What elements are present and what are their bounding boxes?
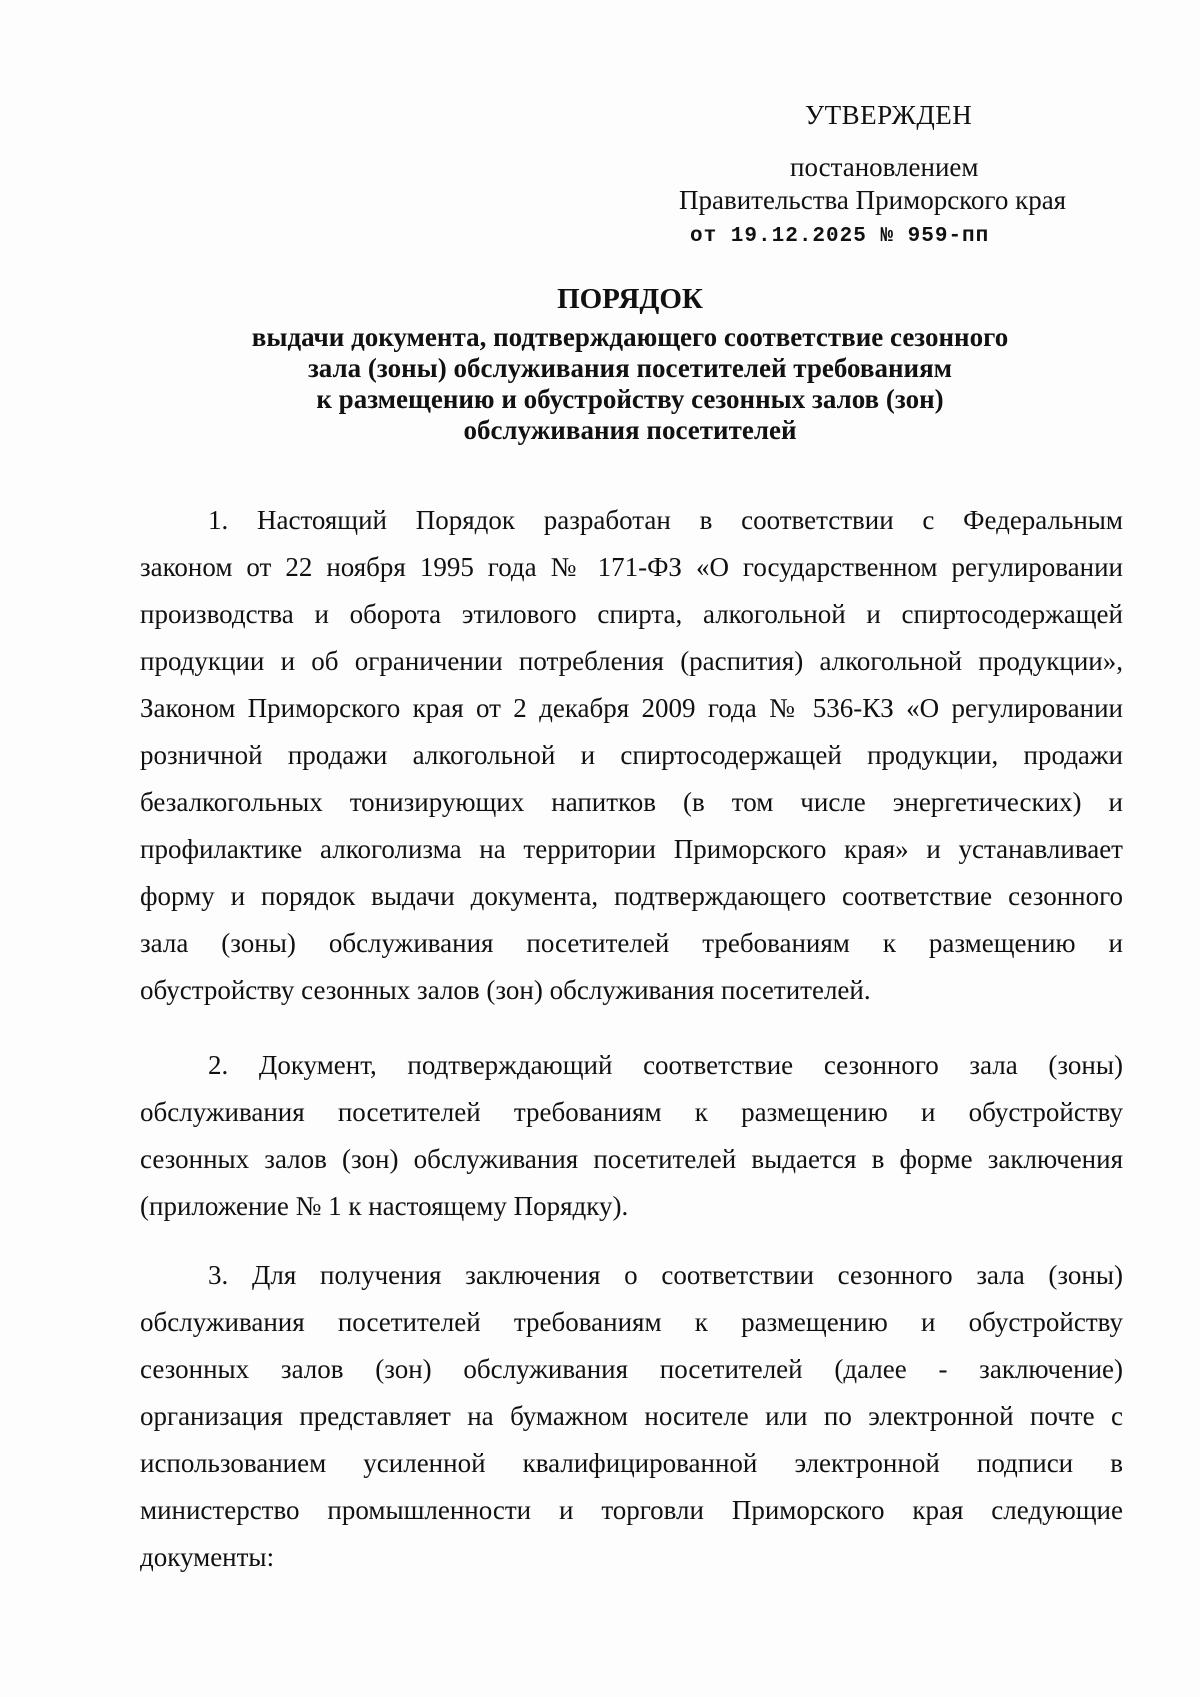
document-title: ПОРЯДОК bbox=[557, 283, 703, 315]
text-line: сезонных залов (зон) обслуживания посетителей (далее - заключение) bbox=[140, 1354, 1123, 1384]
text-line: законом от 22 ноября 1995 года № 171-ФЗ «О государственном регулировании bbox=[140, 552, 1123, 582]
paragraph-2 bbox=[140, 1042, 1123, 1230]
text-line: зала (зоны) обслуживания посетителей требованиям к размещению и bbox=[140, 928, 1123, 958]
text-line: безалкогольных тонизирующих напитков (в том числе энергетических) и bbox=[140, 787, 1123, 817]
text-line: 2. Документ, подтверждающий соответствие сезонного зала (зоны) bbox=[208, 1050, 1123, 1080]
subtitle-line: обслуживания посетителей bbox=[463, 415, 797, 445]
text-line: продукции и об ограничении потребления (распития) алкогольной продукции», bbox=[140, 646, 1123, 676]
text-line: документы: bbox=[140, 1542, 275, 1572]
document-subtitle bbox=[0, 322, 1200, 446]
subtitle-line: выдачи документа, подтверждающего соответствие сезонного bbox=[251, 322, 1009, 352]
text-line: Законом Приморского края от 2 декабря 2009 года № 536-КЗ «О регулировании bbox=[140, 693, 1123, 723]
text-line: производства и оборота этилового спирта, алкогольной и спиртосодержащей bbox=[140, 599, 1123, 629]
subtitle-line: к размещению и обустройству сезонных залов (зон) bbox=[316, 384, 944, 414]
text-line: форму и порядок выдачи документа, подтверждающего соответствие сезонного bbox=[140, 881, 1123, 911]
text-line: обслуживания посетителей требованиям к размещению и обустройству bbox=[140, 1097, 1123, 1127]
text-line: сезонных залов (зон) обслуживания посетителей выдается в форме заключения bbox=[140, 1144, 1123, 1174]
text-line: профилактике алкоголизма на территории Приморского края» и устанавливает bbox=[140, 834, 1123, 864]
text-line: обслуживания посетителей требованиям к размещению и обустройству bbox=[140, 1307, 1123, 1337]
approved-stamp-text: УТВЕРЖДЕН bbox=[805, 100, 973, 130]
paragraph-1 bbox=[140, 497, 1123, 1014]
text-line: 3. Для получения заключения о соответствии сезонного зала (зоны) bbox=[208, 1260, 1123, 1290]
text-line: розничной продажи алкогольной и спиртосодержащей продукции, продажи bbox=[140, 740, 1123, 770]
text-line: использованием усиленной квалифицированной электронной подписи в bbox=[140, 1448, 1123, 1478]
government-label: Правительства Приморского края bbox=[679, 185, 1067, 215]
text-line: (приложение № 1 к настоящему Порядку). bbox=[140, 1191, 629, 1221]
text-line: обустройству сезонных залов (зон) обслуживания посетителей. bbox=[140, 975, 871, 1005]
text-line: организация представляет на бумажном носителе или по электронной почте с bbox=[140, 1401, 1123, 1431]
decree-date-number: от 19.12.2025 № 959-пп bbox=[690, 225, 990, 248]
paragraph-3 bbox=[140, 1252, 1123, 1581]
subtitle-line: зала (зоны) обслуживания посетителей требованиям bbox=[307, 353, 953, 383]
text-line: 1. Настоящий Порядок разработан в соответствии с Федеральным bbox=[208, 505, 1123, 535]
decree-label: постановлением bbox=[790, 152, 979, 182]
text-line: министерство промышленности и торговли Приморского края следующие bbox=[140, 1495, 1123, 1525]
